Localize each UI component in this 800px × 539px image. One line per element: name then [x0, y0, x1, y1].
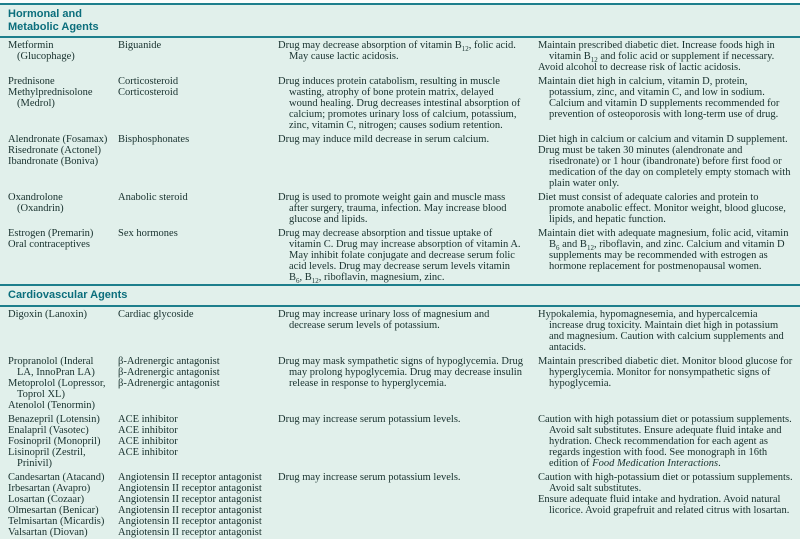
- interaction-cell: [278, 414, 538, 469]
- recommendation-cell: [538, 414, 794, 469]
- interaction-cell: [278, 192, 538, 225]
- drug-name-cell: [8, 309, 118, 353]
- drug-class: Sex hormones: [118, 228, 178, 239]
- drug-class-cell: [118, 356, 278, 411]
- recommendation-cell-paragraph: Avoid alcohol to decrease risk of lactic acidosis.: [538, 62, 741, 73]
- recommendation-cell-paragraph: Maintain diet with adequate magnesium, folic acid, vitamin $B_6$ and $B_{12}$, riboflavin, and zinc. Calcium and vitamin D supplements may be recommended with estrogen as hormone replacement for postmenopausal women.: [538, 228, 789, 272]
- drug-class-cell: [118, 472, 278, 538]
- drug-name: Benazepril (Lotensin): [8, 413, 100, 425]
- interaction-cell-paragraph: Drug induces protein catabolism, resulting in muscle wasting, atrophy of bone protein matrix, delayed wound healing. Drug decreases intestinal absorption of calcium; promotes urinary loss of calcium, potassium, zinc, vitamin C, nitrogen; causes sodium retention.: [278, 76, 521, 131]
- table-row: [0, 226, 800, 284]
- drug-name: Atenolol (Tenormin): [8, 399, 96, 411]
- drug-class: Angiotensin II receptor antagonist: [118, 504, 262, 516]
- drug-name-cell: [8, 76, 118, 131]
- drug-name-cell: [8, 414, 118, 469]
- drug-class: β-Adrenergic antagonist: [118, 355, 220, 367]
- book-title: Food Medication Interactions: [592, 457, 719, 469]
- recommendation-cell-paragraph: Caution with high potassium diet or potassium supplements. Avoid salt substitutes. Ensure adequate fluid intake and hydration. Check recommendation for each agent as regards ingestion with food. See monograph in 16th edition of Food Medication Interactions.: [538, 413, 792, 469]
- table-row: [0, 354, 800, 412]
- table-row: [0, 307, 800, 354]
- recommendation-cell: [538, 228, 794, 283]
- drug-class-cell: [118, 228, 278, 283]
- drug-name-cell: [8, 40, 118, 73]
- interaction-cell: [278, 228, 538, 286]
- drug-name: Propranolol (Inderal LA, InnoPran LA): [8, 355, 95, 378]
- drug-class: ACE inhibitor: [118, 424, 178, 436]
- drug-class: Angiotensin II receptor antagonist: [118, 482, 262, 494]
- drug-class: Anabolic steroid: [118, 192, 188, 203]
- drug-class: ACE inhibitor: [118, 435, 178, 447]
- drug-class: Corticosteroid: [118, 76, 179, 87]
- drug-name: Alendronate (Fosamax): [8, 134, 108, 145]
- interaction-cell: [278, 309, 538, 353]
- interaction-cell: [278, 472, 538, 538]
- recommendation-cell: [538, 309, 794, 353]
- recommendation-cell: [538, 192, 794, 225]
- interaction-cell-paragraph: Drug may mask sympathetic signs of hypoglycemia. Drug may prolong hypoglycemia. Drug may decrease insulin release in response to hyperglycemia.: [278, 355, 523, 389]
- table-row: [0, 38, 800, 74]
- drug-class: Bisphosphonates: [118, 134, 190, 145]
- subscript: 12: [461, 45, 469, 54]
- section-header: [0, 284, 800, 307]
- drug-class-cell: [118, 40, 278, 73]
- subscript: 12: [311, 277, 319, 286]
- drug-class-cell: [118, 414, 278, 469]
- interaction-cell: [278, 356, 538, 411]
- drug-class: Angiotensin II receptor antagonist: [118, 471, 262, 483]
- recommendation-cell-paragraph: Drug must be taken 30 minutes (alendronate and risedronate) or 1 hour (ibandronate) before first food or medication of the day on completely empty stomach with plain water only.: [538, 145, 791, 189]
- recommendation-cell: [538, 356, 794, 411]
- drug-class: β-Adrenergic antagonist: [118, 377, 220, 389]
- table-row: [0, 412, 800, 470]
- drug-name: Telmisartan (Micardis): [8, 515, 105, 527]
- subscript: 6: [296, 277, 300, 286]
- drug-class-cell: [118, 309, 278, 353]
- drug-name-cell: [8, 472, 118, 538]
- drug-name: Irbesartan (Avapro): [8, 482, 91, 494]
- recommendation-cell-paragraph: Diet must consist of adequate calories and protein to promote anabolic effect. Monitor weight, blood glucose, lipids, and hepatic function.: [538, 192, 786, 225]
- section-title-line: Hormonal and: [8, 8, 82, 20]
- table-row: [0, 470, 800, 539]
- drug-class: Angiotensin II receptor antagonist: [118, 493, 262, 505]
- drug-name: Olmesartan (Benicar): [8, 504, 99, 516]
- recommendation-cell: [538, 76, 794, 131]
- drug-class: ACE inhibitor: [118, 446, 178, 458]
- drug-name: Digoxin (Lanoxin): [8, 308, 88, 320]
- drug-class-cell: [118, 192, 278, 225]
- recommendation-cell-paragraph: Maintain diet high in calcium, vitamin D, protein, potassium, zinc, and vitamin C, and low in sodium. Calcium and vitamin D supplements recommended for prevention of osteoporosis with long-term use of drug.: [538, 76, 780, 120]
- drug-name: Prednisone: [8, 76, 55, 87]
- recommendation-cell: [538, 40, 794, 73]
- interaction-cell-paragraph: Drug may increase urinary loss of magnesium and decrease serum levels of potassium.: [278, 308, 490, 331]
- drug-name-cell: [8, 228, 118, 283]
- interaction-cell-paragraph: Drug may increase serum potassium levels.: [278, 471, 461, 483]
- recommendation-cell-paragraph: Hypokalemia, hypomagnesemia, and hypercalcemia increase drug toxicity. Maintain diet high in potassium and magnesium. Caution with calcium supplements and antacids.: [538, 308, 784, 353]
- drug-name: Oral contraceptives: [8, 239, 90, 250]
- subscript: 12: [590, 56, 598, 65]
- subscript: 12: [586, 244, 594, 253]
- recommendation-cell: [538, 134, 794, 189]
- drug-name: Risedronate (Actonel): [8, 145, 102, 156]
- recommendation-cell-paragraph: Maintain prescribed diabetic diet. Increase foods high in vitamin $B_{12}$ and folic acid or supplement if necessary.: [538, 40, 775, 65]
- section-header: [0, 3, 800, 38]
- table-row: [0, 132, 800, 190]
- drug-name: Methylprednisolone (Medrol): [8, 87, 93, 109]
- drug-name: Candesartan (Atacand): [8, 471, 105, 483]
- drug-name: Enalapril (Vasotec): [8, 424, 89, 436]
- drug-class: Angiotensin II receptor antagonist: [118, 515, 262, 527]
- drug-class: Cardiac glycoside: [118, 308, 194, 320]
- drug-name: Metformin (Glucophage): [8, 40, 75, 62]
- drug-name: Lisinopril (Zestril, Prinivil): [8, 446, 86, 469]
- drug-class-cell: [118, 134, 278, 189]
- drug-class: Corticosteroid: [118, 87, 179, 98]
- section-title-line: Cardiovascular Agents: [8, 289, 128, 301]
- drug-class: ACE inhibitor: [118, 413, 178, 425]
- drug-nutrient-interaction-table: [0, 3, 800, 539]
- drug-name: Oxandrolone (Oxandrin): [8, 192, 64, 214]
- drug-class-cell: [118, 76, 278, 131]
- section-title-line: Metabolic Agents: [8, 20, 99, 33]
- recommendation-cell: [538, 472, 794, 538]
- drug-name: Ibandronate (Boniva): [8, 156, 99, 167]
- recommendation-cell-paragraph: Caution with high-potassium diet or potassium supplements. Avoid salt substitutes.: [538, 471, 793, 494]
- interaction-cell-paragraph: Drug may decrease absorption of vitamin $B_{12}$, folic acid. May cause lactic acidosis.: [278, 40, 516, 62]
- recommendation-cell-paragraph: Ensure adequate fluid intake and hydration. Avoid natural licorice. Avoid grapefruit and related citrus with losartan.: [538, 493, 790, 516]
- interaction-cell-paragraph: Drug may increase serum potassium levels.: [278, 413, 461, 425]
- interaction-cell: [278, 40, 538, 73]
- interaction-cell: [278, 76, 538, 131]
- recommendation-cell-paragraph: Diet high in calcium or calcium and vitamin D supplement.: [538, 134, 788, 145]
- drug-name-cell: [8, 192, 118, 225]
- drug-name: Estrogen (Premarin): [8, 228, 94, 239]
- drug-name: Valsartan (Diovan): [8, 526, 88, 538]
- interaction-cell-paragraph: Drug is used to promote weight gain and muscle mass after surgery, trauma, infection. May increase blood glucose and lipids.: [278, 192, 507, 225]
- recommendation-cell-paragraph: Maintain prescribed diabetic diet. Monitor blood glucose for hyperglycemia. Monitor for nonsympathetic signs of hypoglycemia.: [538, 355, 793, 389]
- table-row: [0, 74, 800, 132]
- drug-name-cell: [8, 356, 118, 411]
- drug-name-cell: [8, 134, 118, 189]
- drug-name: Losartan (Cozaar): [8, 493, 85, 505]
- drug-class: β-Adrenergic antagonist: [118, 366, 220, 378]
- interaction-cell-paragraph: Drug may decrease absorption and tissue uptake of vitamin C. Drug may increase absorption of vitamin A. May inhibit folate conjugate and decrease serum folic acid levels. Drug may decrease serum levels vitamin $B_6$, $B_{12}$, riboflavin, magnesium, zinc.: [278, 228, 521, 286]
- interaction-cell: [278, 134, 538, 189]
- table-row: [0, 190, 800, 226]
- drug-class: Biguanide: [118, 40, 162, 51]
- drug-class: Angiotensin II receptor antagonist: [118, 526, 262, 538]
- subscript: 6: [556, 244, 560, 253]
- interaction-cell-paragraph: Drug may induce mild decrease in serum calcium.: [278, 134, 490, 145]
- drug-name: Fosinopril (Monopril): [8, 435, 101, 447]
- drug-name: Metoprolol (Lopressor, Toprol XL): [8, 377, 106, 400]
